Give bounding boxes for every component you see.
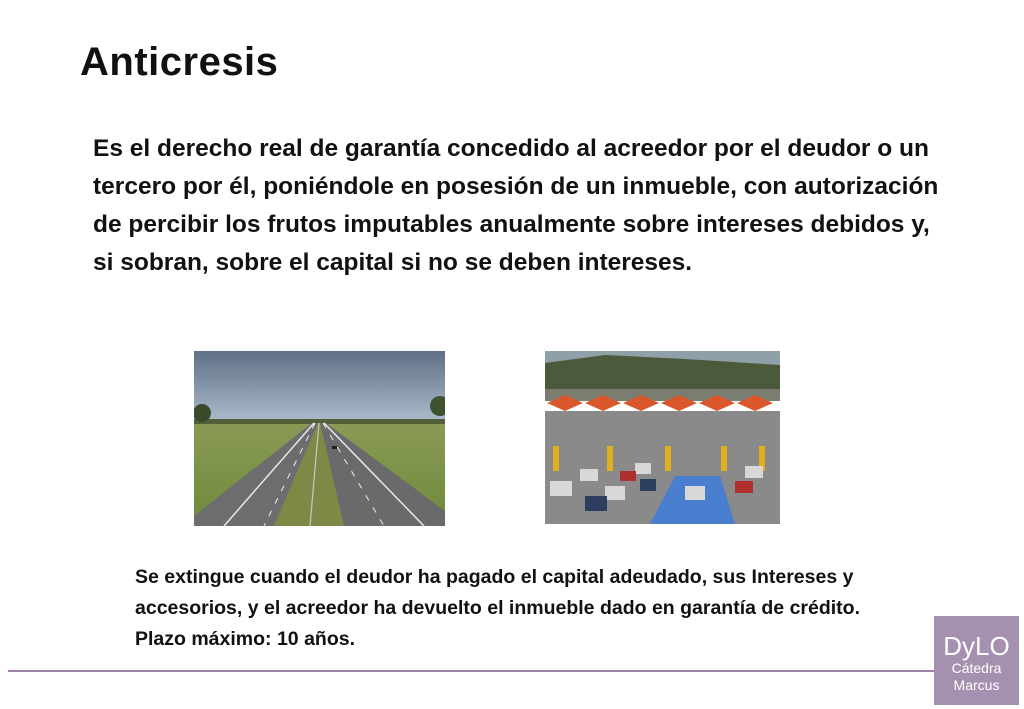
logo-subtitle-catedra: Cátedra — [951, 660, 1002, 676]
logo-title: DyLO — [943, 631, 1010, 661]
extinction-paragraph: Se extingue cuando el deudor ha pagado el capital adeudado, sus Intereses y accesorios, y el acreedor ha devuelto el inmueble dado en garantía de crédito. Plazo máximo: 10 años. — [135, 566, 860, 650]
logo-subtitle-marcus: Marcus — [953, 677, 1000, 693]
toll-plaza-photo — [545, 351, 780, 524]
highway-photo — [194, 351, 445, 526]
footer-divider — [8, 670, 934, 672]
slide-title: Anticresis — [80, 40, 279, 84]
dylo-logo — [934, 616, 1019, 705]
definition-paragraph: Es el derecho real de garantía concedido al acreedor por el deudor o un tercero por él, poniéndole en posesión de un inmueble, con autorización de percibir los frutos imputables anualmente sobre intereses debidos y, si sobran, sobre el capital si no se deben intereses. — [93, 135, 939, 276]
